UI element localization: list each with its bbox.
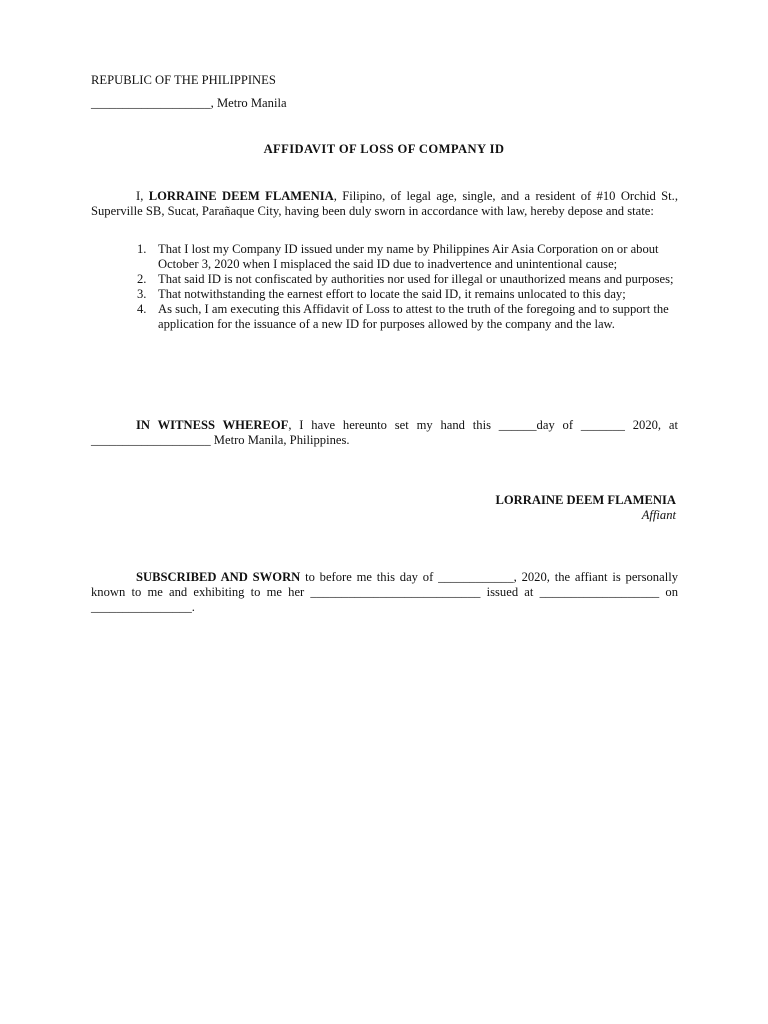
- venue-line: [91, 96, 287, 111]
- statement-number: 2.: [137, 272, 147, 286]
- statement-number: 1.: [137, 242, 147, 256]
- republic-header: REPUBLIC OF THE PHILIPPINES: [91, 73, 276, 87]
- intro-paragraph: [91, 189, 678, 219]
- affiant-role: Affiant: [641, 508, 676, 522]
- statement-text: That I lost my Company ID issued under my name by Philippines Air Asia Corporation on or about October 3, 2020 when I misplaced the said ID due to inadvertence and unintentional cause;: [158, 242, 659, 271]
- document-title: AFFIDAVIT OF LOSS OF COMPANY ID: [263, 142, 505, 156]
- list-item: [137, 302, 678, 332]
- witness-rest: , I have hereunto set my hand this ______day of _______ 2020, at ___________________ Metro Manila, Philippines.: [91, 418, 678, 447]
- witness-lead: IN WITNESS WHEREOF: [136, 418, 289, 432]
- intro-rest: , Filipino, of legal age, single, and a resident of #10 Orchid St., Superville SB, Sucat, Parañaque City, having been duly sworn in accordance with law, hereby depose and state:: [91, 189, 678, 218]
- list-item: [137, 272, 678, 287]
- list-item: [137, 287, 678, 302]
- jurat-lead: SUBSCRIBED AND SWORN: [136, 570, 301, 584]
- jurat-rest: to before me this day of ____________, 2020, the affiant is personally known to me and exhibiting to me her ___________________________ issued at ___________________ on ________________.: [91, 570, 678, 614]
- statement-number: 4.: [137, 302, 147, 316]
- statement-list: [137, 242, 678, 332]
- jurat-paragraph: [91, 570, 678, 615]
- venue-blank: ___________________: [91, 96, 211, 110]
- intro-prefix: I,: [136, 189, 149, 203]
- statement-text: That notwithstanding the earnest effort to locate the said ID, it remains unlocated to this day;: [158, 287, 626, 301]
- statement-text: As such, I am executing this Affidavit of Loss to attest to the truth of the foregoing and to support the application for the issuance of a new ID for purposes allowed by the company and the law.: [158, 302, 669, 331]
- affiant-name: LORRAINE DEEM FLAMENIA: [495, 493, 676, 507]
- signature-block: [495, 493, 676, 523]
- statement-text: That said ID is not confiscated by authorities nor used for illegal or unauthorized means and purposes;: [158, 272, 674, 286]
- affiant-name-inline: LORRAINE DEEM FLAMENIA: [148, 189, 334, 203]
- venue-suffix: , Metro Manila: [210, 96, 287, 110]
- witness-paragraph: [91, 418, 678, 448]
- list-item: [137, 242, 678, 272]
- statement-number: 3.: [137, 287, 147, 301]
